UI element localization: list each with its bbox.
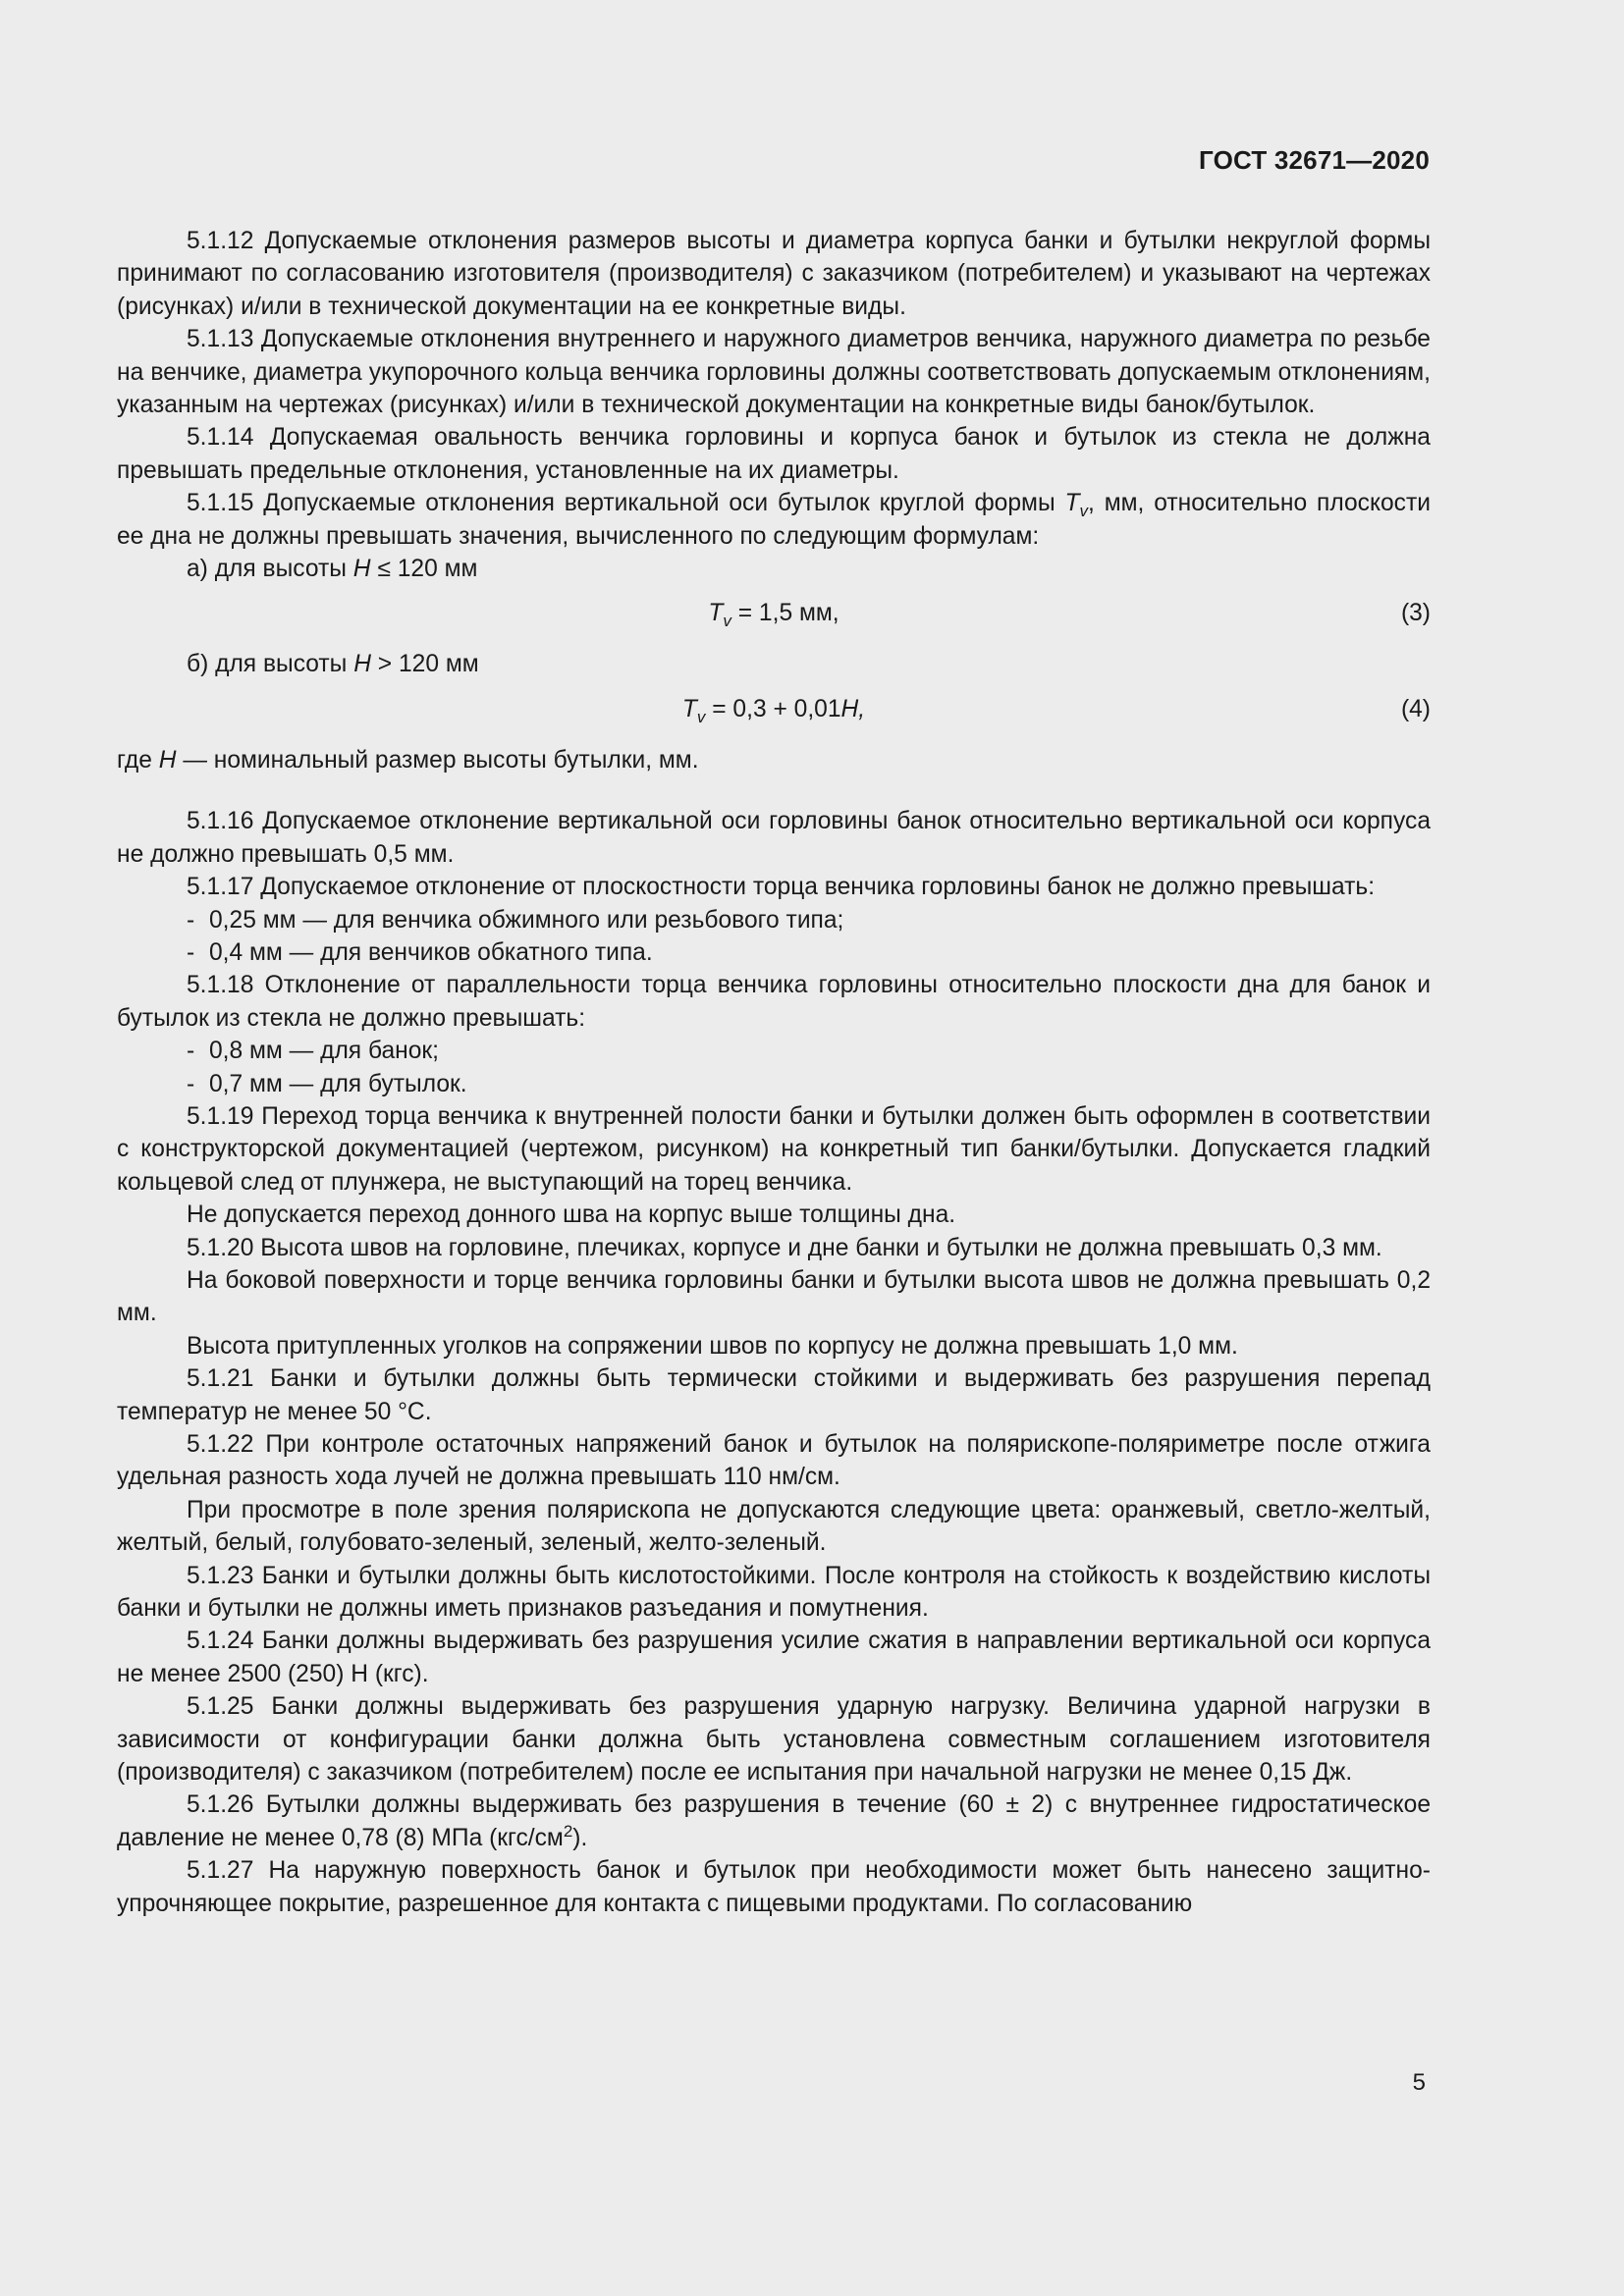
clause-5-1-13: 5.1.13 Допускаемые отклонения внутреннего и наружного диаметров венчика, наружного диаметра по резьбе на венчике, диаметра укупорочного кольца венчика горловины должны соответствовать допускаемым отклонениям, указанным на чертежах (рисунках) и/или в технической документации на конкретные виды банок/бутылок. (117, 326, 1431, 419)
formula-3-number: (3) (1400, 600, 1431, 627)
clause-5-1-22: 5.1.22 При контроле остаточных напряжений банок и бутылок на полярископе-поляриметре после отжига удельная разность хода лучей не должна превышать 110 нм/см. (117, 1431, 1431, 1491)
clause-5-1-21: 5.1.21 Банки и бутылки должны быть термически стойкими и выдерживать без разрушения перепад температур не менее 50 °С. (117, 1365, 1431, 1425)
formula-4-expression: $T_v = 0,3 + 0,01H$, (681, 695, 866, 726)
document-code: ГОСТ 32671—2020 (1199, 145, 1430, 175)
dash-item: - 0,4 мм — для венчиков обкатного типа. (187, 938, 653, 966)
clause-5-1-19: 5.1.19 Переход торца венчика к внутренней полости банки и бутылки должен быть оформлен в соответствии с конструкторской документацией (чертежом, рисунком) на конкретный тип банки/бутылки. Допускается гладкий кольцевой след от плунжера, не выступающий на торец венчика. (117, 1102, 1431, 1196)
clause-5-1-15: 5.1.15 Допускаемые отклонения вертикальной оси бутылок круглой формы $T_v$, мм, относительно плоскости ее дна не должны превышать значения, вычисленного по следующим формулам: (117, 490, 1431, 550)
clause-5-1-20: 5.1.20 Высота швов на горловине, плечиках, корпусе и дне банки и бутылки не должна превышать 0,3 мм. (187, 1234, 1382, 1261)
formula-3-expression: $T_v = 1,5$ мм, (708, 600, 839, 631)
clause-5-1-12: 5.1.12 Допускаемые отклонения размеров высоты и диаметра корпуса банки и бутылки некруглой формы принимают по согласованию изготовителя (производителя) с заказчиком (потребителем) и указывают на чертежах (рисунках) и/или в технической документации на ее конкретные виды. (117, 228, 1431, 320)
spacer (117, 776, 1431, 805)
clause-5-1-16: 5.1.16 Допускаемое отклонение вертикальной оси горловины банок относительно вертикальной оси корпуса не должно превышать 0,5 мм. (117, 808, 1431, 868)
formula-4-number: (4) (1400, 695, 1431, 722)
formula-3 (117, 585, 1431, 648)
page-body (117, 225, 1431, 1920)
clause-5-1-17: 5.1.17 Допускаемое отклонение от плоскостности торца венчика горловины банок не должно превышать: (187, 874, 1376, 901)
clause-5-1-25: 5.1.25 Банки должны выдерживать без разрушения ударную нагрузку. Величина ударной нагрузки в зависимости от конфигурации банки должна быть установлена совместным соглашением изготовителя (производителя) с заказчиком (потребителем) после ее испытания при начальной нагрузки не менее 0,15 Дж. (117, 1693, 1431, 1787)
formula-4 (117, 681, 1431, 744)
clause-5-1-18: 5.1.18 Отклонение от параллельности торца венчика горловины относительно плоскости дна для банок и бутылок из стекла не должно превышать: (117, 972, 1431, 1032)
where-clause: где H — номинальный размер высоты бутылки, мм. (117, 746, 699, 774)
clause-5-1-23: 5.1.23 Банки и бутылки должны быть кислотостойкими. После контроля на стойкость к воздействию кислоты банки и бутылки не должны иметь признаков разъедания и помутнения. (117, 1562, 1431, 1623)
list-item-b: б) для высоты H > 120 мм (187, 651, 479, 678)
clause-5-1-14: 5.1.14 Допускаемая овальность венчика горловины и корпуса банок и бутылок из стекла не должна превышать предельные отклонения, установленные на их диаметры. (117, 424, 1431, 484)
clause-5-1-20-b: На боковой поверхности и торце венчика горловины банки и бутылки высота швов не должна превышать 0,2 мм. (117, 1266, 1431, 1327)
dash-item: - 0,25 мм — для венчика обжимного или резьбового типа; (187, 906, 844, 934)
clause-5-1-22-b: При просмотре в поле зрения полярископа не допускаются следующие цвета: оранжевый, светло-желтый, желтый, белый, голубовато-зеленый, зеленый, желто-зеленый. (117, 1496, 1431, 1557)
clause-5-1-27: 5.1.27 На наружную поверхность банок и бутылок при необходимости может быть нанесено защитно-упрочняющее покрытие, разрешенное для контакта с пищевыми продуктами. По согласованию (117, 1857, 1431, 1917)
dash-item: - 0,8 мм — для банок; (187, 1038, 440, 1065)
clause-5-1-20-c: Высота притупленных уголков на сопряжении швов по корпусу не должна превышать 1,0 мм. (187, 1332, 1238, 1360)
page-number: 5 (1412, 2069, 1426, 2096)
list-item-a: а) для высоты H ≤ 120 мм (187, 556, 478, 583)
clause-5-1-24: 5.1.24 Банки должны выдерживать без разрушения усилие сжатия в направлении вертикальной оси корпуса не менее 2500 (250) Н (кгс). (117, 1628, 1431, 1687)
clause-5-1-26: 5.1.26 Бутылки должны выдерживать без разрушения в течение (60 ± 2) с внутреннее гидростатическое давление не менее 0,78 (8) МПа $(кгс/см^2)$. (117, 1791, 1431, 1851)
dash-item: - 0,7 мм — для бутылок. (187, 1070, 467, 1097)
clause-5-1-19-note: Не допускается переход донного шва на корпус выше толщины дна. (187, 1201, 956, 1229)
